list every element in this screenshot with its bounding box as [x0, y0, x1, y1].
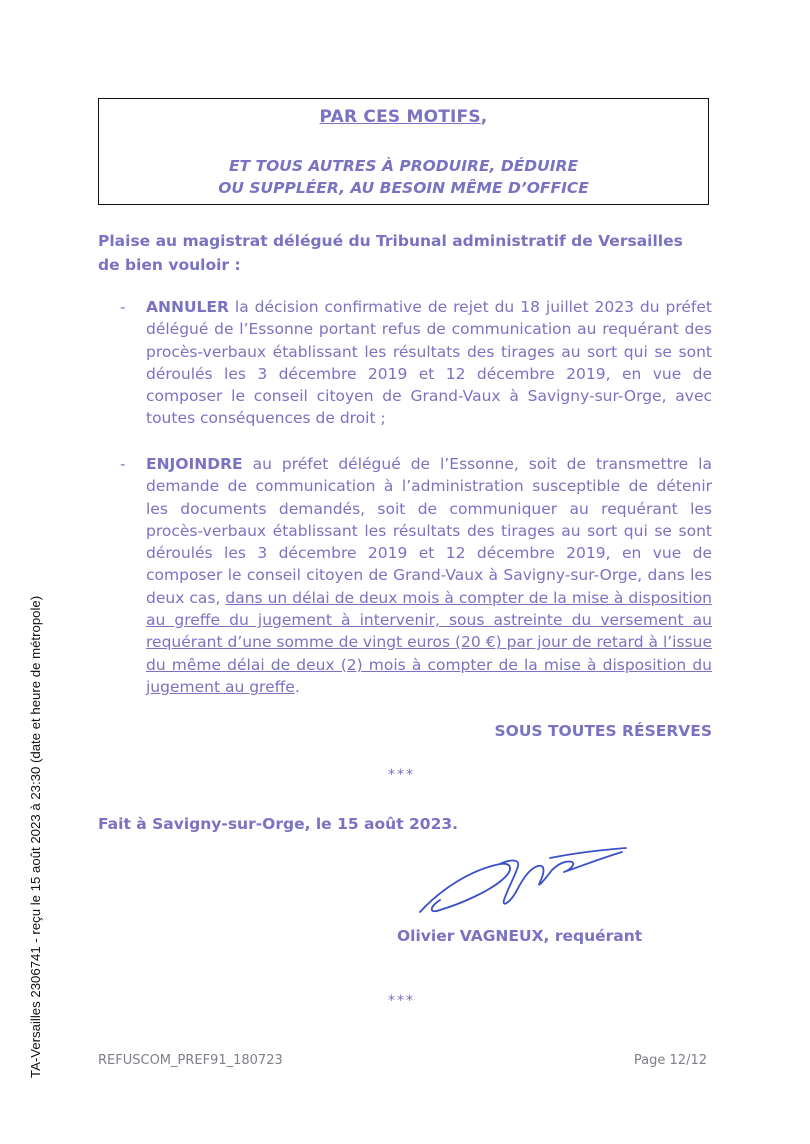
place-date-line: Fait à Savigny-sur-Orge, le 15 août 2023.	[98, 815, 459, 833]
request-item-text	[146, 296, 712, 430]
request-underlined-clause: dans un délai de deux mois à compter de la mise à disposition au greffe du jugement à intervenir, sous astreinte du versement au requérant d’une somme de vingt euros (20 €) par jour de retard à l’issue du même délai de deux (2) mois à compter de la mise à disposition du jugement au greffe	[146, 588, 712, 696]
intro-line-1: Plaise au magistrat délégué du Tribunal administratif de Versailles	[98, 232, 683, 250]
motifs-title	[99, 107, 708, 127]
list-dash: -	[120, 455, 126, 473]
footer-reference: REFUSCOM_PREF91_180723	[98, 1053, 283, 1068]
motifs-title-suffix: ,	[480, 107, 488, 127]
motifs-box	[98, 98, 709, 205]
request-keyword: ANNULER	[146, 298, 229, 316]
list-dash: -	[120, 298, 126, 316]
intro-line-2: de bien vouloir :	[98, 256, 241, 274]
footer-page-number: Page 12/12	[633, 1053, 707, 1068]
motifs-subtitle	[99, 155, 708, 199]
request-end: .	[294, 677, 300, 696]
motifs-line-1: ET TOUS AUTRES À PRODUIRE, DÉDUIRE	[228, 157, 579, 175]
motifs-line-2: OU SUPPLÉER, AU BESOIN MÊME D’OFFICE	[218, 179, 589, 197]
request-keyword: ENJOINDRE	[146, 455, 243, 473]
registry-stamp: TA-Versailles 2306741 - reçu le 15 août 2023 à 23:30 (date et heure de métropole)	[28, 595, 43, 1078]
motifs-title-text: PAR CES MOTIFS	[319, 107, 481, 127]
request-item-text	[146, 453, 712, 698]
signature-image	[400, 830, 640, 930]
signer-name: Olivier VAGNEUX, requérant	[397, 927, 643, 945]
separator-stars-bottom: ***	[388, 993, 415, 1009]
intro-paragraph	[98, 229, 718, 277]
request-body: au préfet délégué de l’Essonne, soit de transmettre la demande de communication à l’administration susceptible de détenir les documents demandés, soit de communiquer au requérant les procès-verbaux établissant les résultats des tirages au sort qui se sont déroulés les 3 décembre 2019 et 12 décembre 2019, en vue de composer le conseil citoyen de Grand-Vaux à Savigny-sur-Orge, dans les deux cas,	[146, 455, 712, 607]
request-body: la décision confirmative de rejet du 18 juillet 2023 du préfet délégué de l’Essonne portant refus de communication au requérant des procès-verbaux établissant les résultats des tirages au sort qui se sont déroulés les 3 décembre 2019 et 12 décembre 2019, en vue de composer le conseil citoyen de Grand-Vaux à Savigny-sur-Orge, avec toutes conséquences de droit ;	[146, 298, 712, 428]
separator-stars: ***	[388, 767, 415, 783]
reserves-line: SOUS TOUTES RÉSERVES	[494, 722, 712, 740]
